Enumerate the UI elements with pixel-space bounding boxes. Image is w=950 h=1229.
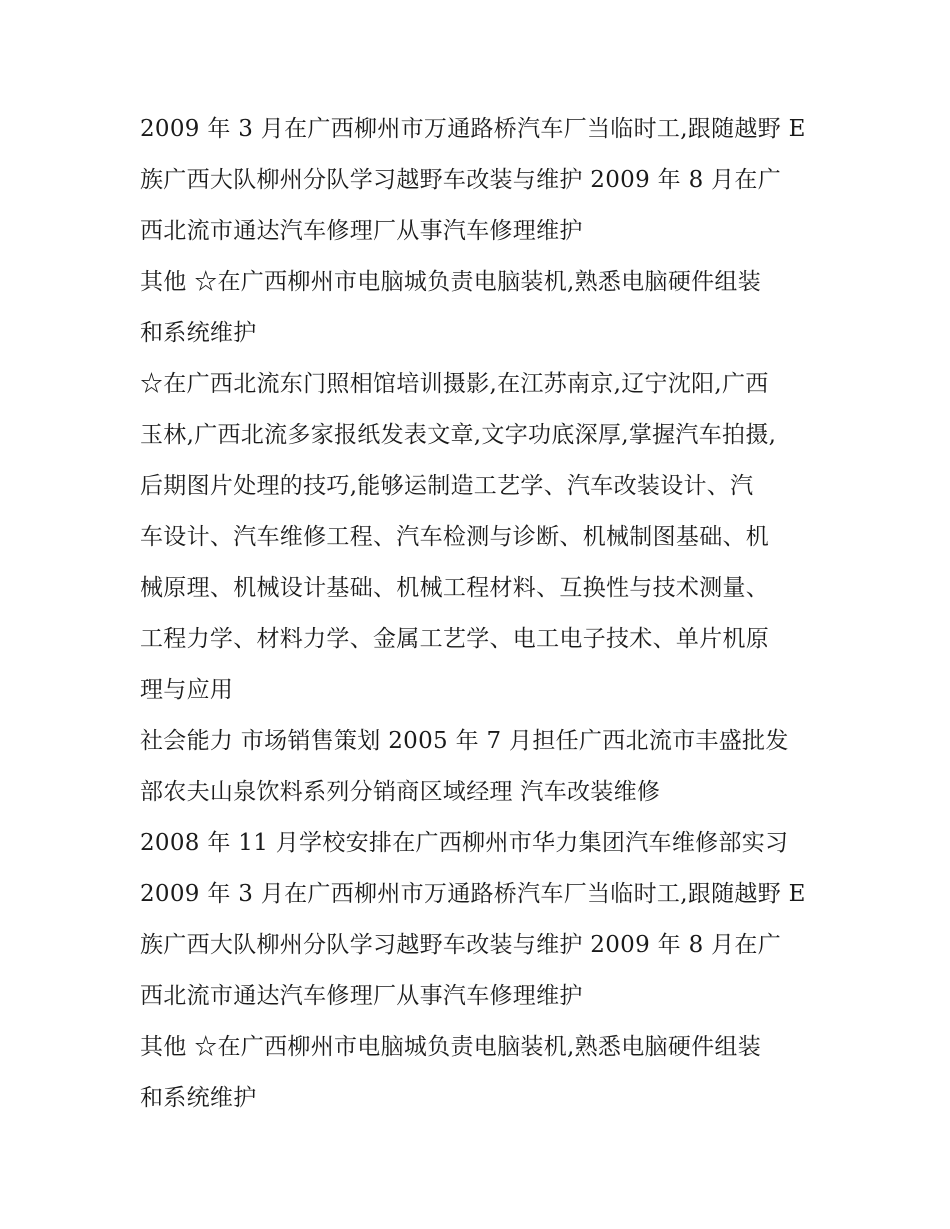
text-line: 和系统维护 (140, 1085, 257, 1111)
text-line: 玉林,广西北流多家报纸发表文章,文字功底深厚,掌握汽车拍摄, (140, 422, 777, 448)
text-line: 西北流市通达汽车修理厂从事汽车修理维护 (140, 218, 583, 244)
text-line: 西北流市通达汽车修理厂从事汽车修理维护 (140, 983, 583, 1009)
text-line: 工程力学、材料力学、金属工艺学、电工电子技术、单片机原 (140, 626, 770, 652)
text-line: 族广西大队柳州分队学习越野车改装与维护 2009 年 8 月在广 (140, 167, 782, 193)
text-line: 械原理、机械设计基础、机械工程材料、互换性与技术测量、 (140, 575, 770, 601)
document-body (140, 104, 820, 1124)
text-line: 其他 ☆在广西柳州市电脑城负责电脑装机,熟悉电脑硬件组装 (140, 1034, 762, 1060)
text-line: 其他 ☆在广西柳州市电脑城负责电脑装机,熟悉电脑硬件组装 (140, 269, 762, 295)
text-line: 2009 年 3 月在广西柳州市万通路桥汽车厂当临时工,跟随越野 E (140, 116, 806, 142)
text-line: 部农夫山泉饮料系列分销商区域经理 汽车改装维修 (140, 779, 661, 805)
text-line: 后期图片处理的技巧,能够运制造工艺学、汽车改装设计、汽 (140, 473, 754, 499)
text-line: 理与应用 (140, 677, 234, 703)
text-line: 车设计、汽车维修工程、汽车检测与诊断、机械制图基础、机 (140, 524, 770, 550)
text-line: 2008 年 11 月学校安排在广西柳州市华力集团汽车维修部实习 (140, 830, 789, 856)
text-line: 社会能力 市场销售策划 2005 年 7 月担任广西北流市丰盛批发 (140, 728, 789, 754)
text-line: ☆在广西北流东门照相馆培训摄影,在江苏南京,辽宁沈阳,广西 (140, 371, 769, 397)
text-line: 族广西大队柳州分队学习越野车改装与维护 2009 年 8 月在广 (140, 932, 782, 958)
text-line: 2009 年 3 月在广西柳州市万通路桥汽车厂当临时工,跟随越野 E (140, 881, 806, 907)
text-line: 和系统维护 (140, 320, 257, 346)
